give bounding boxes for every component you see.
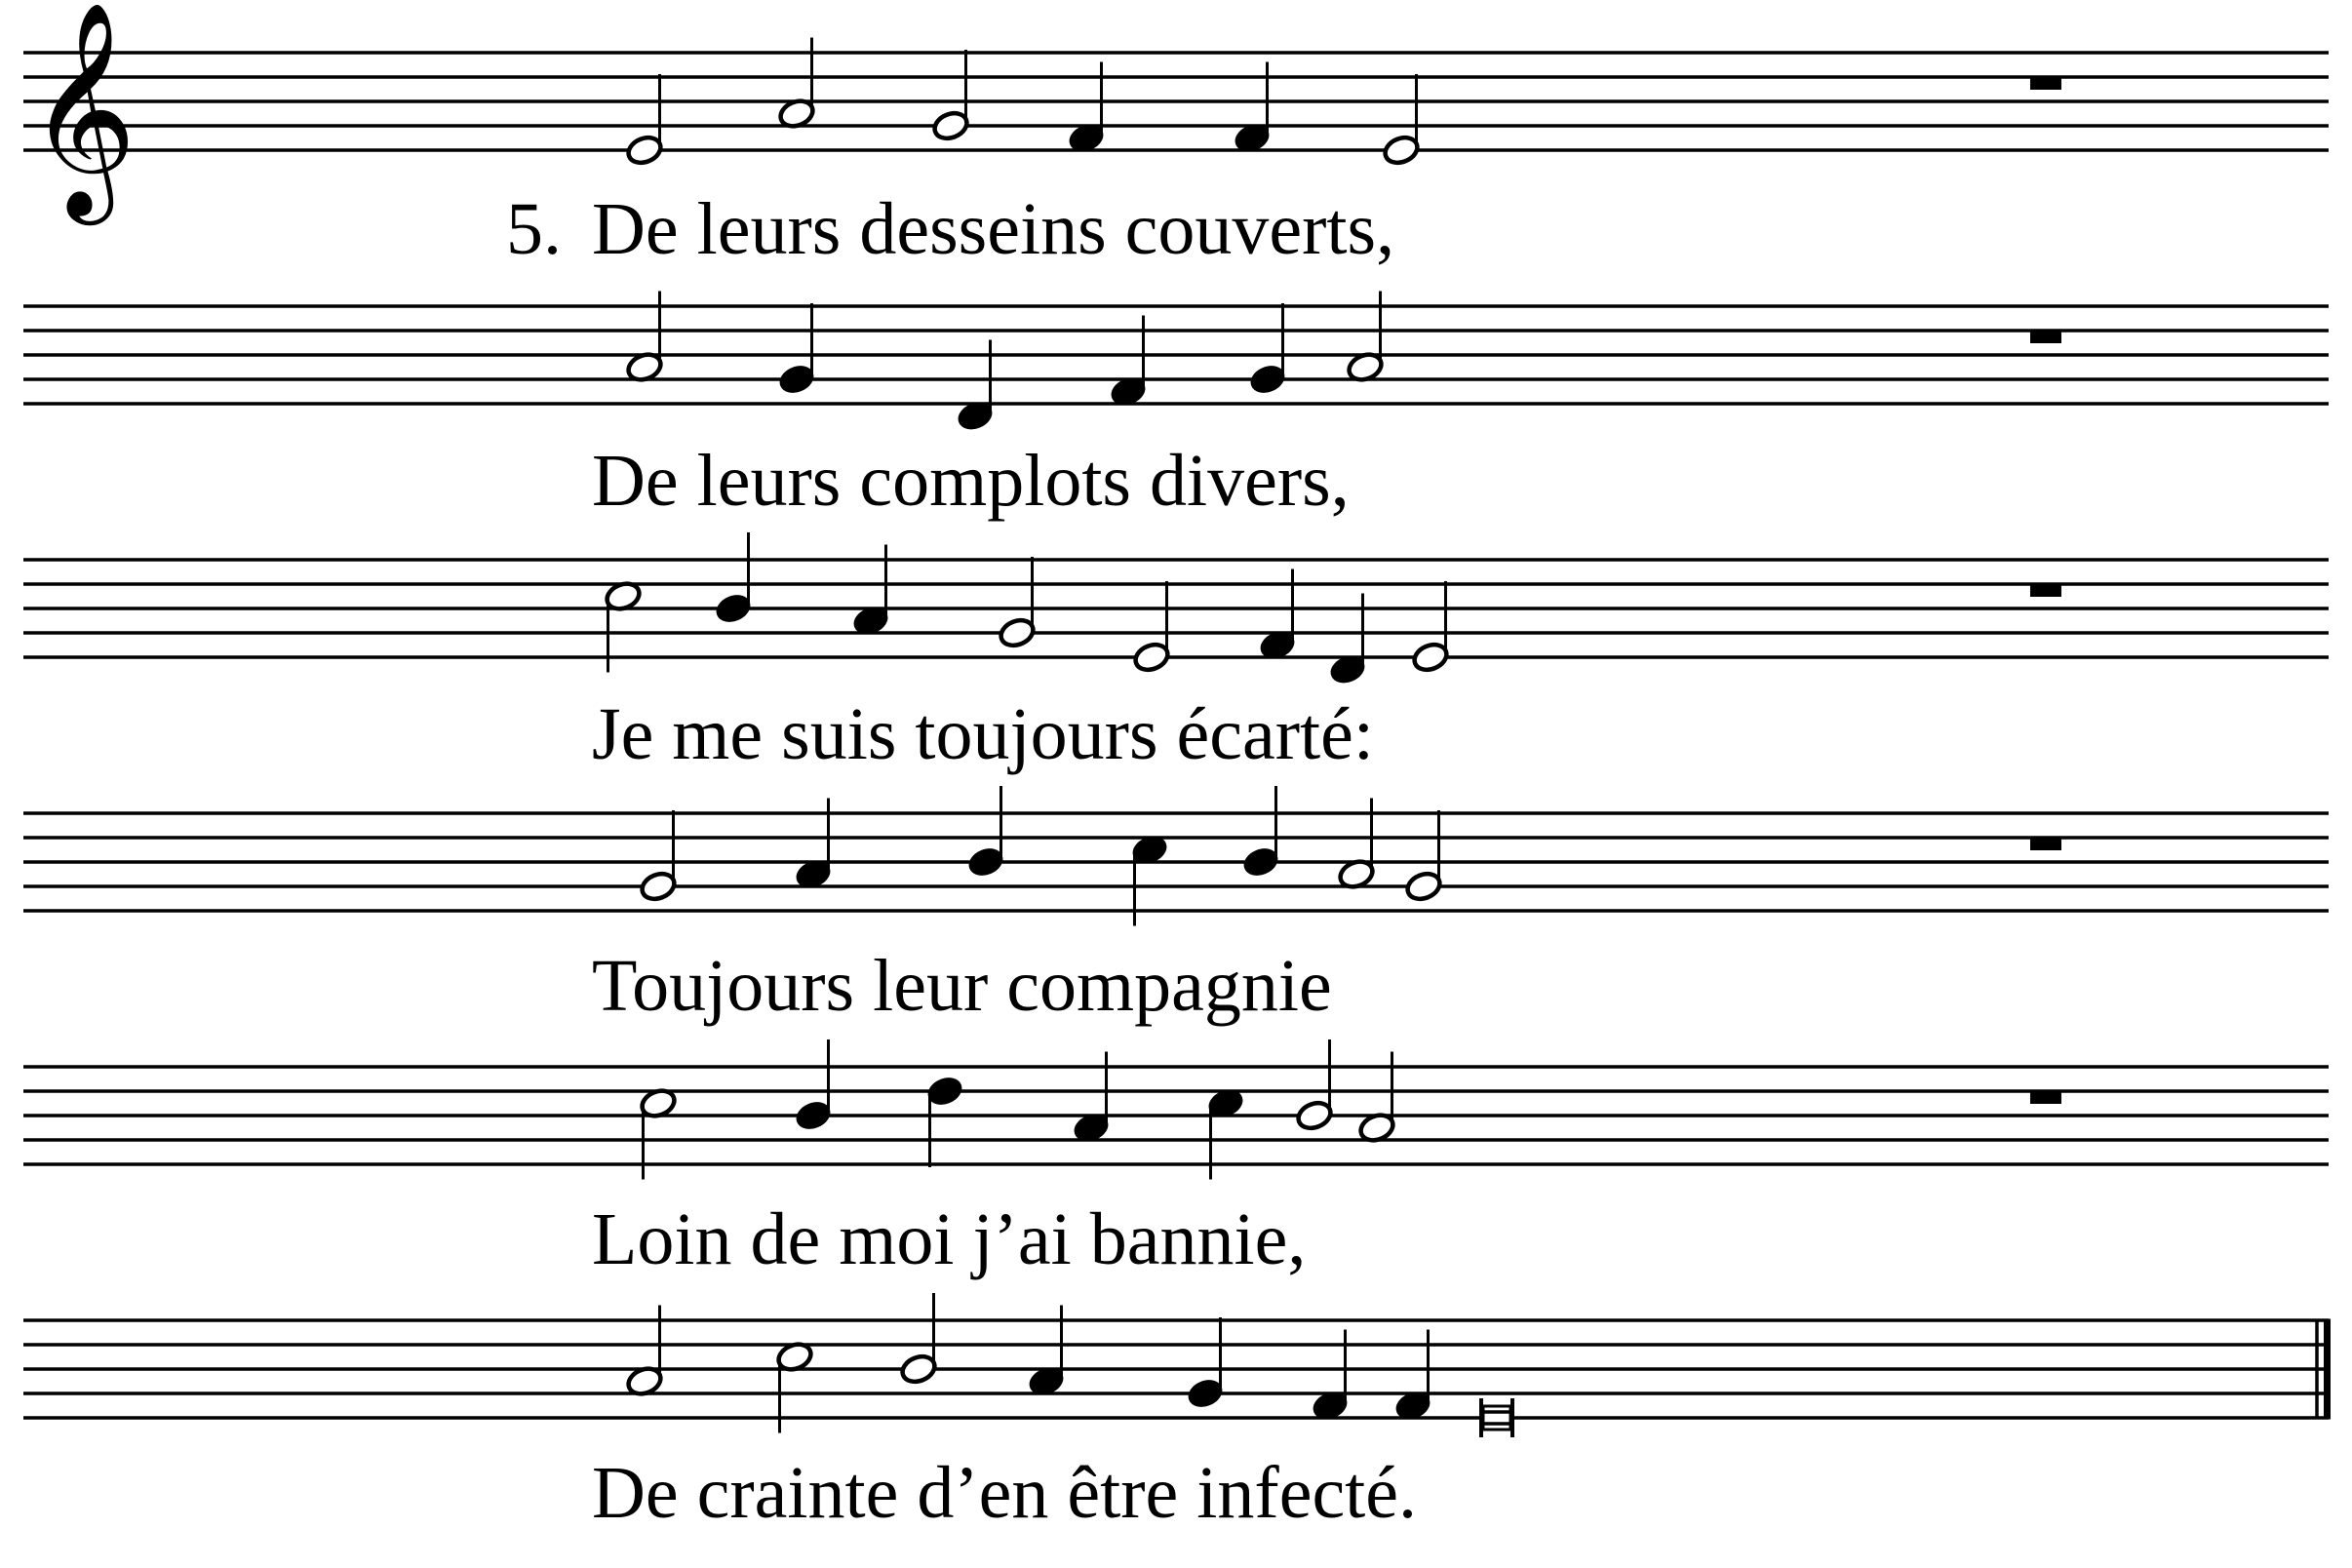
note xyxy=(639,810,679,903)
note xyxy=(794,1039,834,1132)
staff-system xyxy=(23,532,2329,775)
lyric-line: De leurs complots divers, xyxy=(592,440,1350,522)
half-rest-icon xyxy=(2030,78,2061,90)
treble-clef-icon: 𝄞 xyxy=(27,0,137,216)
note xyxy=(1382,74,1422,167)
barline-thick xyxy=(2324,1319,2331,1420)
note xyxy=(1481,1398,1512,1437)
note xyxy=(1411,581,1451,674)
half-rest-icon xyxy=(2030,1092,2061,1104)
half-rest-icon xyxy=(2030,839,2061,850)
note xyxy=(925,1075,965,1167)
breve-notehead xyxy=(1483,1406,1510,1430)
note xyxy=(1248,303,1288,396)
lyric-line: Loin de moi j’ai bannie, xyxy=(592,1198,1307,1280)
lyric-line: Toujours leur compagnie xyxy=(592,945,1332,1027)
verse-number: 5. xyxy=(506,188,562,270)
note xyxy=(931,50,971,142)
note xyxy=(966,786,1006,879)
staff-system xyxy=(23,0,2329,270)
lyric-line: Je me suis toujours écarté: xyxy=(592,693,1375,775)
staff-system xyxy=(23,786,2329,1027)
note xyxy=(899,1293,939,1386)
staff-system xyxy=(23,292,2329,523)
note xyxy=(777,303,817,396)
note xyxy=(714,532,754,625)
note xyxy=(998,557,1038,649)
note xyxy=(625,74,665,167)
note xyxy=(1186,1317,1226,1410)
half-rest-icon xyxy=(2030,332,2061,343)
lyric-line: De crainte d’en être infecté. xyxy=(592,1452,1418,1534)
staff-system xyxy=(23,1293,2331,1534)
half-rest-icon xyxy=(2030,585,2061,597)
note xyxy=(1132,581,1172,674)
note xyxy=(1404,810,1444,903)
note xyxy=(1295,1039,1335,1132)
staff-system xyxy=(23,1039,2329,1280)
lyric-line: De leurs desseins couverts, xyxy=(592,188,1395,270)
note xyxy=(1241,786,1281,879)
